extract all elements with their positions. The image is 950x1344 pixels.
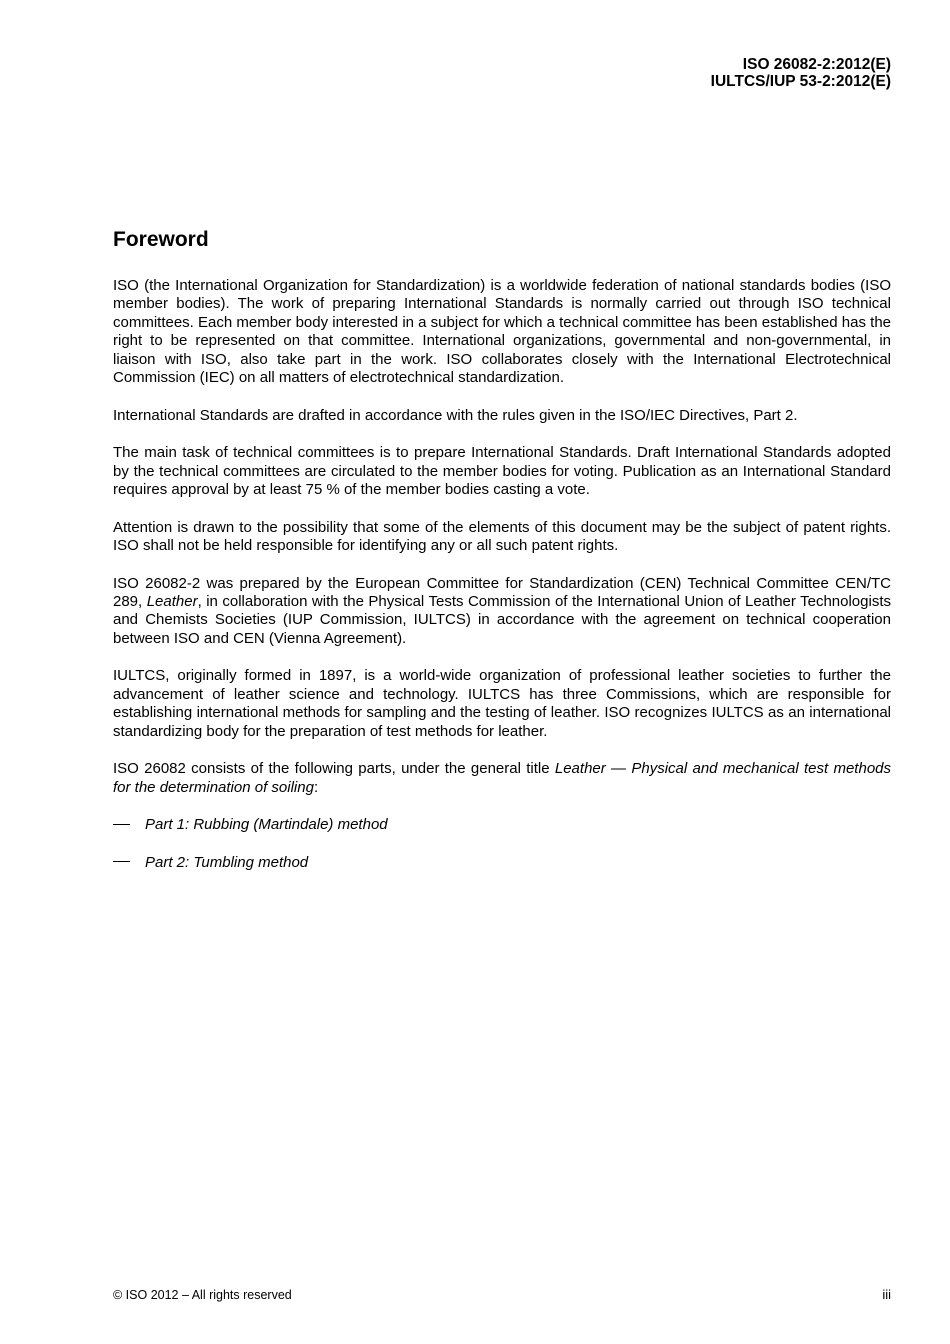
paragraph-iso-intro: ISO (the International Organization for Standardization) is a worldwide federation of national standards bodies (ISO member bodies). The work of preparing International Standards is normally carried out through ISO technical committees. Each member body interested in a subject for which a technical committee has been established has the right to be represented on that committee. International organizations, governmental and non-governmental, in liaison with ISO, also take part in the work. ISO collaborates closely with the International Electrotechnical Commission (IEC) on all matters of electrotechnical standardization. xyxy=(113,277,891,387)
foreword-body xyxy=(113,277,891,891)
paragraph-patents: Attention is drawn to the possibility that some of the elements of this document may be the subject of patent rights. ISO shall not be held responsible for identifying any or all such patent rights. xyxy=(113,518,891,555)
italic-title: Leather xyxy=(146,593,198,611)
paragraph-prepared-by xyxy=(113,575,891,649)
text-segment: , in collaboration with the Physical Tests Commission of the International Union of Leather Technologists and Chemists Societies (IUP Commission, IULTCS) in accordance with the agreement on technical cooperation between ISO and CEN (Vienna Agreement). xyxy=(113,593,891,647)
list-item xyxy=(113,816,891,834)
dash-bullet xyxy=(113,854,145,872)
italic-title: Leather — Physical and mechanical test methods for the determination of soiling xyxy=(113,760,892,796)
copyright-notice: © ISO 2012 – All rights reserved xyxy=(113,1288,292,1302)
paragraph-directives: International Standards are drafted in accordance with the rules given in the ISO/IEC Directives, Part 2. xyxy=(113,406,798,424)
page-title: Foreword xyxy=(113,228,209,251)
text-segment: ISO 26082-2 was prepared by the European Committee for Standardization (CEN) Technical Committee CEN/TC 289, xyxy=(113,574,891,611)
paragraph-parts-intro xyxy=(113,760,891,797)
text-segment: : xyxy=(313,778,319,796)
standard-number: ISO 26082-2:2012(E) xyxy=(742,56,891,73)
paragraph-iultcs: IULTCS, originally formed in 1897, is a world-wide organization of professional leather societies to further the advancement of leather science and technology. IULTCS has three Commissions, which are responsible for establishing international methods for sampling and the testing of leather. ISO recognizes IULTCS as an international standardizing body for the preparation of test methods for leather. xyxy=(113,667,891,740)
page-number: iii xyxy=(882,1287,891,1302)
part-title: Part 1: Rubbing (Martindale) method xyxy=(145,816,388,834)
dash-bullet xyxy=(113,816,145,834)
document-header xyxy=(711,56,891,90)
list-item xyxy=(113,854,891,872)
text-segment: ISO 26082 consists of the following parts, under the general title xyxy=(113,760,555,778)
iultcs-number: IULTCS/IUP 53-2:2012(E) xyxy=(710,73,891,90)
part-title: Part 2: Tumbling method xyxy=(145,853,309,871)
paragraph-committees: The main task of technical committees is to prepare International Standards. Draft International Standards adopted by the technical committees are circulated to the member bodies for voting. Publication as an International Standard requires approval by at least 75 % of the member bodies casting a vote. xyxy=(113,444,891,499)
